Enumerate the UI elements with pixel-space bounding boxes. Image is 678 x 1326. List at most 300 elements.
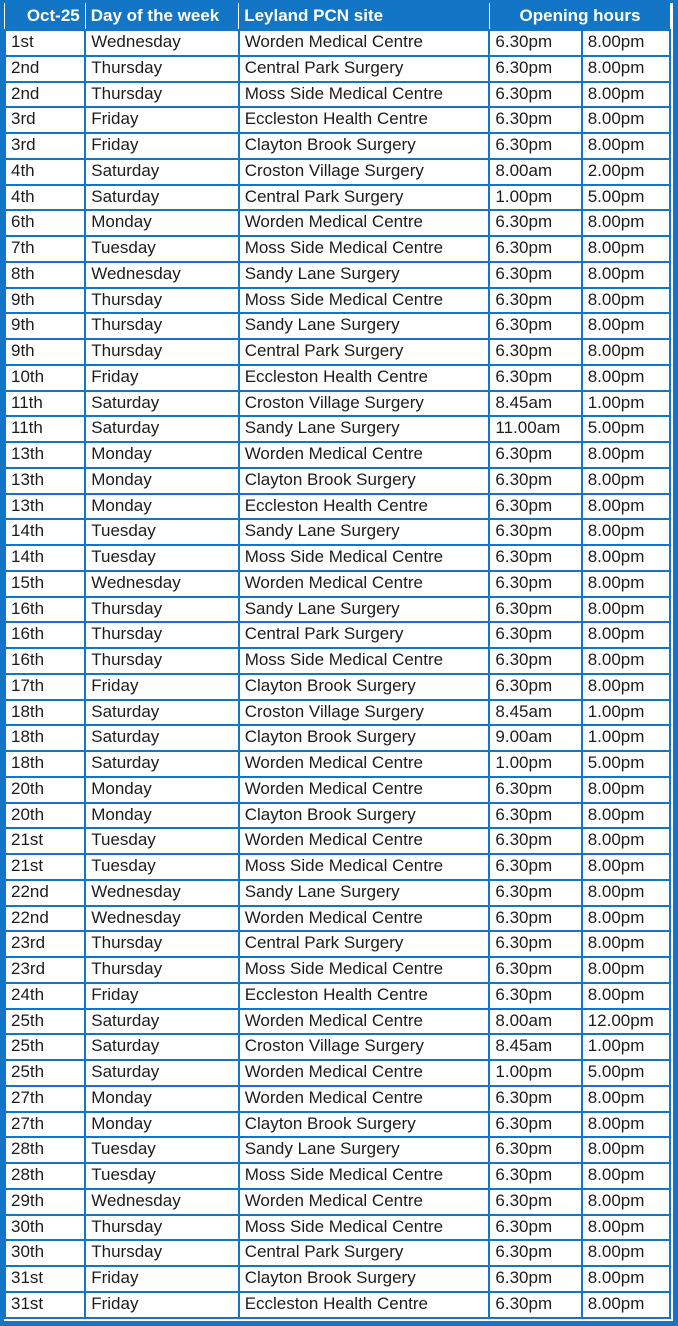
cell-opens: 8.45am bbox=[489, 700, 581, 726]
table-row bbox=[5, 1215, 670, 1241]
cell-closes: 8.00pm bbox=[582, 133, 670, 159]
cell-site: Clayton Brook Surgery bbox=[239, 133, 490, 159]
cell-closes: 8.00pm bbox=[582, 30, 670, 56]
table-row bbox=[5, 571, 670, 597]
cell-day: Tuesday bbox=[85, 1163, 238, 1189]
table-row bbox=[5, 597, 670, 623]
cell-site: Central Park Surgery bbox=[239, 622, 490, 648]
cell-closes: 5.00pm bbox=[582, 416, 670, 442]
table-row bbox=[5, 159, 670, 185]
cell-date: 24th bbox=[5, 983, 85, 1009]
table-row bbox=[5, 30, 670, 56]
cell-opens: 6.30pm bbox=[489, 339, 581, 365]
cell-opens: 6.30pm bbox=[489, 236, 581, 262]
cell-site: Eccleston Health Centre bbox=[239, 1292, 490, 1318]
cell-day: Saturday bbox=[85, 185, 238, 211]
cell-day: Tuesday bbox=[85, 854, 238, 880]
table-row bbox=[5, 262, 670, 288]
table-row bbox=[5, 1266, 670, 1292]
cell-closes: 8.00pm bbox=[582, 1292, 670, 1318]
cell-opens: 6.30pm bbox=[489, 1137, 581, 1163]
cell-site: Worden Medical Centre bbox=[239, 1060, 490, 1086]
table-header bbox=[5, 3, 670, 30]
cell-closes: 8.00pm bbox=[582, 339, 670, 365]
cell-site: Worden Medical Centre bbox=[239, 30, 490, 56]
table-row bbox=[5, 931, 670, 957]
cell-date: 13th bbox=[5, 442, 85, 468]
cell-closes: 8.00pm bbox=[582, 313, 670, 339]
cell-date: 23rd bbox=[5, 931, 85, 957]
cell-site: Sandy Lane Surgery bbox=[239, 880, 490, 906]
cell-site: Clayton Brook Surgery bbox=[239, 725, 490, 751]
cell-day: Friday bbox=[85, 133, 238, 159]
table-row bbox=[5, 648, 670, 674]
cell-opens: 9.00am bbox=[489, 725, 581, 751]
cell-opens: 6.30pm bbox=[489, 1292, 581, 1318]
cell-date: 16th bbox=[5, 622, 85, 648]
cell-day: Saturday bbox=[85, 1009, 238, 1035]
cell-site: Worden Medical Centre bbox=[239, 751, 490, 777]
cell-closes: 8.00pm bbox=[582, 82, 670, 108]
cell-opens: 1.00pm bbox=[489, 751, 581, 777]
cell-site: Sandy Lane Surgery bbox=[239, 597, 490, 623]
cell-opens: 6.30pm bbox=[489, 107, 581, 133]
cell-day: Wednesday bbox=[85, 880, 238, 906]
header-row bbox=[5, 3, 670, 30]
cell-date: 13th bbox=[5, 468, 85, 494]
table-row bbox=[5, 365, 670, 391]
cell-day: Thursday bbox=[85, 339, 238, 365]
cell-day: Wednesday bbox=[85, 30, 238, 56]
cell-site: Moss Side Medical Centre bbox=[239, 545, 490, 571]
cell-site: Croston Village Surgery bbox=[239, 159, 490, 185]
cell-day: Saturday bbox=[85, 1034, 238, 1060]
cell-day: Friday bbox=[85, 107, 238, 133]
cell-date: 31st bbox=[5, 1266, 85, 1292]
table-row bbox=[5, 1009, 670, 1035]
cell-date: 10th bbox=[5, 365, 85, 391]
cell-date: 4th bbox=[5, 159, 85, 185]
table-row bbox=[5, 751, 670, 777]
cell-site: Sandy Lane Surgery bbox=[239, 262, 490, 288]
cell-date: 18th bbox=[5, 751, 85, 777]
cell-closes: 8.00pm bbox=[582, 1112, 670, 1138]
cell-site: Moss Side Medical Centre bbox=[239, 82, 490, 108]
cell-closes: 8.00pm bbox=[582, 648, 670, 674]
cell-site: Worden Medical Centre bbox=[239, 1189, 490, 1215]
cell-day: Tuesday bbox=[85, 1137, 238, 1163]
cell-day: Monday bbox=[85, 1086, 238, 1112]
cell-site: Croston Village Surgery bbox=[239, 700, 490, 726]
cell-closes: 8.00pm bbox=[582, 468, 670, 494]
cell-opens: 11.00am bbox=[489, 416, 581, 442]
cell-opens: 6.30pm bbox=[489, 1240, 581, 1266]
cell-date: 6th bbox=[5, 210, 85, 236]
cell-day: Monday bbox=[85, 803, 238, 829]
cell-day: Monday bbox=[85, 777, 238, 803]
cell-day: Thursday bbox=[85, 648, 238, 674]
cell-closes: 8.00pm bbox=[582, 957, 670, 983]
cell-day: Friday bbox=[85, 983, 238, 1009]
table-row bbox=[5, 906, 670, 932]
cell-opens: 6.30pm bbox=[489, 828, 581, 854]
cell-date: 27th bbox=[5, 1086, 85, 1112]
cell-site: Moss Side Medical Centre bbox=[239, 648, 490, 674]
cell-day: Saturday bbox=[85, 416, 238, 442]
table-row bbox=[5, 416, 670, 442]
cell-closes: 8.00pm bbox=[582, 931, 670, 957]
table-row bbox=[5, 107, 670, 133]
cell-day: Saturday bbox=[85, 1060, 238, 1086]
cell-closes: 1.00pm bbox=[582, 700, 670, 726]
cell-closes: 8.00pm bbox=[582, 1189, 670, 1215]
cell-opens: 6.30pm bbox=[489, 906, 581, 932]
cell-site: Moss Side Medical Centre bbox=[239, 236, 490, 262]
cell-opens: 6.30pm bbox=[489, 365, 581, 391]
cell-date: 2nd bbox=[5, 56, 85, 82]
cell-date: 4th bbox=[5, 185, 85, 211]
cell-site: Eccleston Health Centre bbox=[239, 983, 490, 1009]
cell-site: Moss Side Medical Centre bbox=[239, 288, 490, 314]
table-row bbox=[5, 56, 670, 82]
table-row bbox=[5, 1292, 670, 1318]
cell-opens: 6.30pm bbox=[489, 1112, 581, 1138]
cell-date: 9th bbox=[5, 288, 85, 314]
cell-closes: 8.00pm bbox=[582, 1240, 670, 1266]
cell-closes: 8.00pm bbox=[582, 262, 670, 288]
table-body bbox=[5, 30, 670, 1318]
cell-date: 13th bbox=[5, 494, 85, 520]
cell-site: Clayton Brook Surgery bbox=[239, 468, 490, 494]
table-row bbox=[5, 854, 670, 880]
cell-day: Monday bbox=[85, 494, 238, 520]
cell-opens: 6.30pm bbox=[489, 442, 581, 468]
cell-opens: 6.30pm bbox=[489, 468, 581, 494]
cell-site: Worden Medical Centre bbox=[239, 571, 490, 597]
cell-opens: 6.30pm bbox=[489, 1266, 581, 1292]
table-row bbox=[5, 236, 670, 262]
table-row bbox=[5, 983, 670, 1009]
cell-opens: 6.30pm bbox=[489, 262, 581, 288]
cell-closes: 8.00pm bbox=[582, 1215, 670, 1241]
column-header-day: Day of the week bbox=[85, 3, 238, 30]
cell-day: Monday bbox=[85, 1112, 238, 1138]
cell-closes: 8.00pm bbox=[582, 545, 670, 571]
cell-date: 17th bbox=[5, 674, 85, 700]
cell-opens: 6.30pm bbox=[489, 983, 581, 1009]
table-row bbox=[5, 1034, 670, 1060]
cell-site: Worden Medical Centre bbox=[239, 442, 490, 468]
cell-site: Sandy Lane Surgery bbox=[239, 313, 490, 339]
table-row bbox=[5, 700, 670, 726]
cell-closes: 8.00pm bbox=[582, 983, 670, 1009]
cell-day: Tuesday bbox=[85, 828, 238, 854]
table-row bbox=[5, 828, 670, 854]
cell-site: Eccleston Health Centre bbox=[239, 365, 490, 391]
cell-closes: 8.00pm bbox=[582, 674, 670, 700]
cell-date: 3rd bbox=[5, 107, 85, 133]
cell-closes: 8.00pm bbox=[582, 777, 670, 803]
cell-date: 3rd bbox=[5, 133, 85, 159]
cell-day: Thursday bbox=[85, 1215, 238, 1241]
cell-date: 8th bbox=[5, 262, 85, 288]
table-row bbox=[5, 519, 670, 545]
cell-date: 22nd bbox=[5, 880, 85, 906]
cell-closes: 8.00pm bbox=[582, 1266, 670, 1292]
cell-date: 21st bbox=[5, 828, 85, 854]
cell-site: Worden Medical Centre bbox=[239, 210, 490, 236]
cell-closes: 5.00pm bbox=[582, 751, 670, 777]
cell-opens: 6.30pm bbox=[489, 56, 581, 82]
cell-opens: 6.30pm bbox=[489, 803, 581, 829]
cell-opens: 6.30pm bbox=[489, 957, 581, 983]
table-row bbox=[5, 391, 670, 417]
column-header-opening-hours: Opening hours bbox=[489, 3, 670, 30]
table-row bbox=[5, 185, 670, 211]
cell-date: 16th bbox=[5, 648, 85, 674]
cell-opens: 6.30pm bbox=[489, 648, 581, 674]
cell-date: 21st bbox=[5, 854, 85, 880]
table-row bbox=[5, 210, 670, 236]
cell-opens: 6.30pm bbox=[489, 133, 581, 159]
table-row bbox=[5, 1112, 670, 1138]
cell-opens: 6.30pm bbox=[489, 571, 581, 597]
cell-day: Thursday bbox=[85, 1240, 238, 1266]
cell-closes: 8.00pm bbox=[582, 1086, 670, 1112]
cell-date: 7th bbox=[5, 236, 85, 262]
table-row bbox=[5, 1189, 670, 1215]
cell-closes: 5.00pm bbox=[582, 1060, 670, 1086]
cell-day: Saturday bbox=[85, 725, 238, 751]
cell-day: Friday bbox=[85, 1266, 238, 1292]
cell-day: Thursday bbox=[85, 288, 238, 314]
cell-opens: 6.30pm bbox=[489, 931, 581, 957]
cell-date: 16th bbox=[5, 597, 85, 623]
cell-site: Clayton Brook Surgery bbox=[239, 1266, 490, 1292]
cell-site: Moss Side Medical Centre bbox=[239, 957, 490, 983]
cell-closes: 8.00pm bbox=[582, 210, 670, 236]
cell-day: Friday bbox=[85, 674, 238, 700]
cell-date: 30th bbox=[5, 1240, 85, 1266]
cell-date: 11th bbox=[5, 416, 85, 442]
cell-date: 31st bbox=[5, 1292, 85, 1318]
cell-opens: 6.30pm bbox=[489, 622, 581, 648]
cell-day: Monday bbox=[85, 210, 238, 236]
cell-date: 18th bbox=[5, 725, 85, 751]
table-row bbox=[5, 442, 670, 468]
cell-day: Saturday bbox=[85, 751, 238, 777]
cell-opens: 6.30pm bbox=[489, 1163, 581, 1189]
cell-opens: 8.45am bbox=[489, 1034, 581, 1060]
cell-site: Moss Side Medical Centre bbox=[239, 1215, 490, 1241]
cell-closes: 1.00pm bbox=[582, 1034, 670, 1060]
cell-site: Clayton Brook Surgery bbox=[239, 674, 490, 700]
cell-opens: 6.30pm bbox=[489, 288, 581, 314]
column-header-site: Leyland PCN site bbox=[239, 3, 490, 30]
cell-opens: 6.30pm bbox=[489, 210, 581, 236]
table-row bbox=[5, 339, 670, 365]
cell-site: Clayton Brook Surgery bbox=[239, 803, 490, 829]
cell-opens: 6.30pm bbox=[489, 674, 581, 700]
cell-date: 25th bbox=[5, 1060, 85, 1086]
cell-day: Wednesday bbox=[85, 262, 238, 288]
cell-site: Central Park Surgery bbox=[239, 185, 490, 211]
cell-date: 28th bbox=[5, 1137, 85, 1163]
cell-closes: 8.00pm bbox=[582, 442, 670, 468]
cell-day: Saturday bbox=[85, 391, 238, 417]
cell-opens: 6.30pm bbox=[489, 545, 581, 571]
cell-site: Worden Medical Centre bbox=[239, 906, 490, 932]
cell-day: Friday bbox=[85, 1292, 238, 1318]
cell-date: 15th bbox=[5, 571, 85, 597]
cell-closes: 8.00pm bbox=[582, 906, 670, 932]
table-row bbox=[5, 313, 670, 339]
cell-date: 27th bbox=[5, 1112, 85, 1138]
cell-date: 29th bbox=[5, 1189, 85, 1215]
cell-date: 9th bbox=[5, 339, 85, 365]
cell-date: 9th bbox=[5, 313, 85, 339]
cell-day: Wednesday bbox=[85, 1189, 238, 1215]
cell-site: Moss Side Medical Centre bbox=[239, 854, 490, 880]
cell-opens: 6.30pm bbox=[489, 597, 581, 623]
cell-opens: 6.30pm bbox=[489, 30, 581, 56]
opening-hours-table bbox=[4, 3, 671, 1319]
cell-closes: 8.00pm bbox=[582, 494, 670, 520]
table-row bbox=[5, 288, 670, 314]
cell-site: Eccleston Health Centre bbox=[239, 494, 490, 520]
cell-date: 14th bbox=[5, 545, 85, 571]
cell-opens: 6.30pm bbox=[489, 519, 581, 545]
cell-day: Thursday bbox=[85, 957, 238, 983]
cell-opens: 8.45am bbox=[489, 391, 581, 417]
cell-closes: 8.00pm bbox=[582, 571, 670, 597]
cell-opens: 6.30pm bbox=[489, 494, 581, 520]
cell-day: Thursday bbox=[85, 313, 238, 339]
cell-closes: 1.00pm bbox=[582, 725, 670, 751]
cell-site: Worden Medical Centre bbox=[239, 777, 490, 803]
cell-day: Wednesday bbox=[85, 571, 238, 597]
table-row bbox=[5, 880, 670, 906]
cell-closes: 5.00pm bbox=[582, 185, 670, 211]
cell-date: 25th bbox=[5, 1034, 85, 1060]
cell-date: 2nd bbox=[5, 82, 85, 108]
cell-closes: 8.00pm bbox=[582, 1137, 670, 1163]
cell-opens: 6.30pm bbox=[489, 313, 581, 339]
cell-site: Sandy Lane Surgery bbox=[239, 519, 490, 545]
cell-day: Wednesday bbox=[85, 906, 238, 932]
cell-date: 20th bbox=[5, 777, 85, 803]
table-row bbox=[5, 1086, 670, 1112]
table-row bbox=[5, 674, 670, 700]
cell-day: Thursday bbox=[85, 82, 238, 108]
cell-opens: 6.30pm bbox=[489, 777, 581, 803]
cell-opens: 6.30pm bbox=[489, 1086, 581, 1112]
cell-closes: 8.00pm bbox=[582, 828, 670, 854]
cell-date: 18th bbox=[5, 700, 85, 726]
cell-site: Central Park Surgery bbox=[239, 931, 490, 957]
cell-day: Tuesday bbox=[85, 519, 238, 545]
cell-site: Croston Village Surgery bbox=[239, 1034, 490, 1060]
cell-day: Saturday bbox=[85, 159, 238, 185]
cell-site: Worden Medical Centre bbox=[239, 828, 490, 854]
cell-date: 22nd bbox=[5, 906, 85, 932]
cell-date: 28th bbox=[5, 1163, 85, 1189]
cell-closes: 12.00pm bbox=[582, 1009, 670, 1035]
cell-opens: 6.30pm bbox=[489, 1215, 581, 1241]
cell-closes: 8.00pm bbox=[582, 1163, 670, 1189]
cell-opens: 8.00am bbox=[489, 1009, 581, 1035]
table-row bbox=[5, 494, 670, 520]
cell-closes: 8.00pm bbox=[582, 288, 670, 314]
cell-day: Tuesday bbox=[85, 236, 238, 262]
cell-site: Sandy Lane Surgery bbox=[239, 416, 490, 442]
cell-closes: 8.00pm bbox=[582, 56, 670, 82]
cell-day: Thursday bbox=[85, 597, 238, 623]
cell-day: Thursday bbox=[85, 622, 238, 648]
column-header-month: Oct-25 bbox=[5, 3, 85, 30]
cell-site: Worden Medical Centre bbox=[239, 1009, 490, 1035]
table-row bbox=[5, 468, 670, 494]
cell-site: Central Park Surgery bbox=[239, 339, 490, 365]
table-row bbox=[5, 545, 670, 571]
cell-closes: 8.00pm bbox=[582, 365, 670, 391]
cell-day: Tuesday bbox=[85, 545, 238, 571]
table-row bbox=[5, 133, 670, 159]
table-row bbox=[5, 777, 670, 803]
table-row bbox=[5, 622, 670, 648]
cell-date: 1st bbox=[5, 30, 85, 56]
cell-date: 30th bbox=[5, 1215, 85, 1241]
cell-closes: 8.00pm bbox=[582, 854, 670, 880]
cell-site: Moss Side Medical Centre bbox=[239, 1163, 490, 1189]
cell-closes: 8.00pm bbox=[582, 803, 670, 829]
cell-closes: 8.00pm bbox=[582, 880, 670, 906]
cell-date: 11th bbox=[5, 391, 85, 417]
cell-opens: 6.30pm bbox=[489, 82, 581, 108]
cell-day: Monday bbox=[85, 468, 238, 494]
cell-site: Worden Medical Centre bbox=[239, 1086, 490, 1112]
table-row bbox=[5, 803, 670, 829]
table-row bbox=[5, 1060, 670, 1086]
table-row bbox=[5, 1137, 670, 1163]
cell-opens: 6.30pm bbox=[489, 854, 581, 880]
cell-closes: 1.00pm bbox=[582, 391, 670, 417]
cell-date: 25th bbox=[5, 1009, 85, 1035]
cell-closes: 8.00pm bbox=[582, 597, 670, 623]
cell-closes: 8.00pm bbox=[582, 107, 670, 133]
cell-opens: 1.00pm bbox=[489, 1060, 581, 1086]
cell-day: Monday bbox=[85, 442, 238, 468]
cell-date: 20th bbox=[5, 803, 85, 829]
cell-date: 23rd bbox=[5, 957, 85, 983]
cell-site: Sandy Lane Surgery bbox=[239, 1137, 490, 1163]
cell-closes: 8.00pm bbox=[582, 622, 670, 648]
cell-opens: 1.00pm bbox=[489, 185, 581, 211]
cell-closes: 8.00pm bbox=[582, 236, 670, 262]
cell-site: Central Park Surgery bbox=[239, 56, 490, 82]
cell-opens: 6.30pm bbox=[489, 1189, 581, 1215]
table-row bbox=[5, 1240, 670, 1266]
cell-closes: 2.00pm bbox=[582, 159, 670, 185]
cell-day: Thursday bbox=[85, 56, 238, 82]
cell-day: Thursday bbox=[85, 931, 238, 957]
cell-opens: 6.30pm bbox=[489, 880, 581, 906]
table-row bbox=[5, 957, 670, 983]
cell-day: Friday bbox=[85, 365, 238, 391]
cell-site: Croston Village Surgery bbox=[239, 391, 490, 417]
cell-site: Central Park Surgery bbox=[239, 1240, 490, 1266]
table-row bbox=[5, 82, 670, 108]
